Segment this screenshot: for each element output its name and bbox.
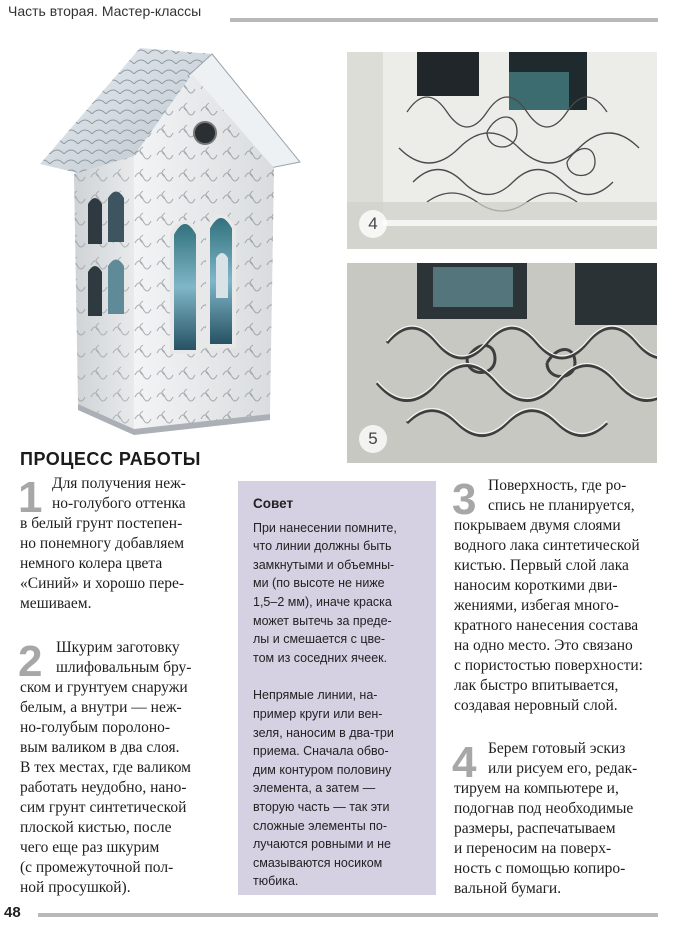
step-3-line: спись не планируется, xyxy=(488,497,635,514)
step-4-line: вальной бумаги. xyxy=(454,880,562,897)
step-2-line: ной просушкой). xyxy=(20,879,131,896)
photo-4-number: 4 xyxy=(359,210,387,238)
step-4-number: 4 xyxy=(452,738,477,787)
step-4-line: или рисуем его, редак- xyxy=(488,760,638,777)
tip-line: элемента, а затем — xyxy=(253,781,376,796)
step-3-line: лак быстро впитывается, xyxy=(454,677,619,694)
step-3-line: на одно место. Это связано xyxy=(454,637,633,654)
step-4-line: Берем готовый эскиз xyxy=(488,740,626,757)
photo-4 xyxy=(347,52,657,249)
step-3-line: покрываем двумя слоями xyxy=(454,517,621,534)
step-4-line: подогнав под необходимые xyxy=(454,800,634,817)
step-3-text xyxy=(454,476,643,716)
tip-line: что линии должны быть xyxy=(253,539,392,554)
step-1-line: в белый грунт постепен- xyxy=(20,515,183,532)
tip-line: лучаются ровными и не xyxy=(253,837,391,852)
step-2-number: 2 xyxy=(18,637,43,686)
photo-5-number: 5 xyxy=(359,425,387,453)
step-1-line: немного колера цвета xyxy=(20,555,163,572)
running-header: Часть вторая. Мастер-классы xyxy=(8,3,202,19)
tip-line: тюбика. xyxy=(253,874,299,889)
tip-line: лы и смешается с цве- xyxy=(253,632,386,647)
step-4-text xyxy=(454,739,637,899)
step-4-line: размеры, распечатываем xyxy=(454,820,616,837)
step-2-line: (с промежуточной пол- xyxy=(20,859,174,876)
tip-title: Совет xyxy=(253,496,294,511)
house-photo xyxy=(22,34,322,444)
step-2-text xyxy=(20,638,191,898)
step-3-line: жениями, избегая много- xyxy=(454,597,619,614)
step-3-line: Поверхность, где ро- xyxy=(488,477,627,494)
step-4-line: ность с помощью копиро- xyxy=(454,860,626,877)
tip-line: пример круги или вен- xyxy=(253,706,383,721)
tip-line: замкнутыми и объемны- xyxy=(253,557,395,572)
step-1-line: Для получения неж- xyxy=(52,475,186,492)
tip-line: ми (по высоте не ниже xyxy=(253,576,385,591)
step-3-line: создавая неровный слой. xyxy=(454,697,618,714)
photo-5 xyxy=(347,263,657,463)
step-2-line: сим грунт синтетической xyxy=(20,799,187,816)
step-3-line: кратного нанесения состава xyxy=(454,617,639,634)
footer-rule xyxy=(38,913,658,917)
step-2-line: чего еще раз шкурим xyxy=(20,839,160,856)
step-3-line: водного лака синтетической xyxy=(454,537,640,554)
step-1-text xyxy=(20,474,186,614)
step-2-line: белым, а внутри — неж- xyxy=(20,699,182,716)
tip-line: смазываются носиком xyxy=(253,855,383,870)
step-2-line: ском и грунтуем снаружи xyxy=(20,679,188,696)
tip-line: приема. Сначала обво- xyxy=(253,744,389,759)
step-2-line: Шкурим заготовку xyxy=(56,639,180,656)
photo-5-illustration xyxy=(347,263,657,463)
tip-line: том из соседних ячеек. xyxy=(253,650,388,665)
step-4-line: и переносим на поверх- xyxy=(454,840,612,857)
tip-box xyxy=(238,481,436,895)
tip-line: зеля, наносим в два-три xyxy=(253,725,394,740)
tip-line: дим контуром половину xyxy=(253,762,392,777)
step-3-line: кистью. Первый слой лака xyxy=(454,557,629,574)
step-2-line: шлифовальным бру- xyxy=(56,659,192,676)
step-4-line: тируем на компьютере и, xyxy=(454,780,619,797)
tip-line: вторую часть — так эти xyxy=(253,799,390,814)
step-3-line: с пористостью поверхности: xyxy=(454,657,643,674)
step-2-line: работать неудобно, нано- xyxy=(20,779,187,796)
step-1-line: но понемногу добавляем xyxy=(20,535,185,552)
step-3-number: 3 xyxy=(452,475,477,524)
tip-line: может вытечь за преде- xyxy=(253,613,392,628)
step-1-line: «Синий» и хорошо пере- xyxy=(20,575,184,592)
tip-paragraph-1 xyxy=(253,519,397,668)
photo-4-illustration xyxy=(347,52,657,249)
tip-line: 1,5–2 мм), иначе краска xyxy=(253,594,392,609)
section-title: ПРОЦЕСС РАБОТЫ xyxy=(20,449,201,469)
tip-line: сложные элементы по- xyxy=(253,818,388,833)
tip-line: Непрямые линии, на- xyxy=(253,688,378,703)
tip-line: При нанесении помните, xyxy=(253,520,397,535)
step-1-number: 1 xyxy=(18,473,43,522)
header-rule xyxy=(230,18,658,22)
step-2-line: вым валиком в два слоя. xyxy=(20,739,180,756)
step-1-line: но-голубого оттенка xyxy=(52,495,186,512)
step-3-line: наносим короткими дви- xyxy=(454,577,618,594)
step-1-line: мешиваем. xyxy=(20,595,92,612)
step-2-line: плоской кистью, после xyxy=(20,819,172,836)
step-2-line: но-голубым поролоно- xyxy=(20,719,171,736)
step-2-line: В тех местах, где валиком xyxy=(20,759,191,776)
page-number: 48 xyxy=(4,904,21,921)
tip-paragraph-2 xyxy=(253,686,397,891)
